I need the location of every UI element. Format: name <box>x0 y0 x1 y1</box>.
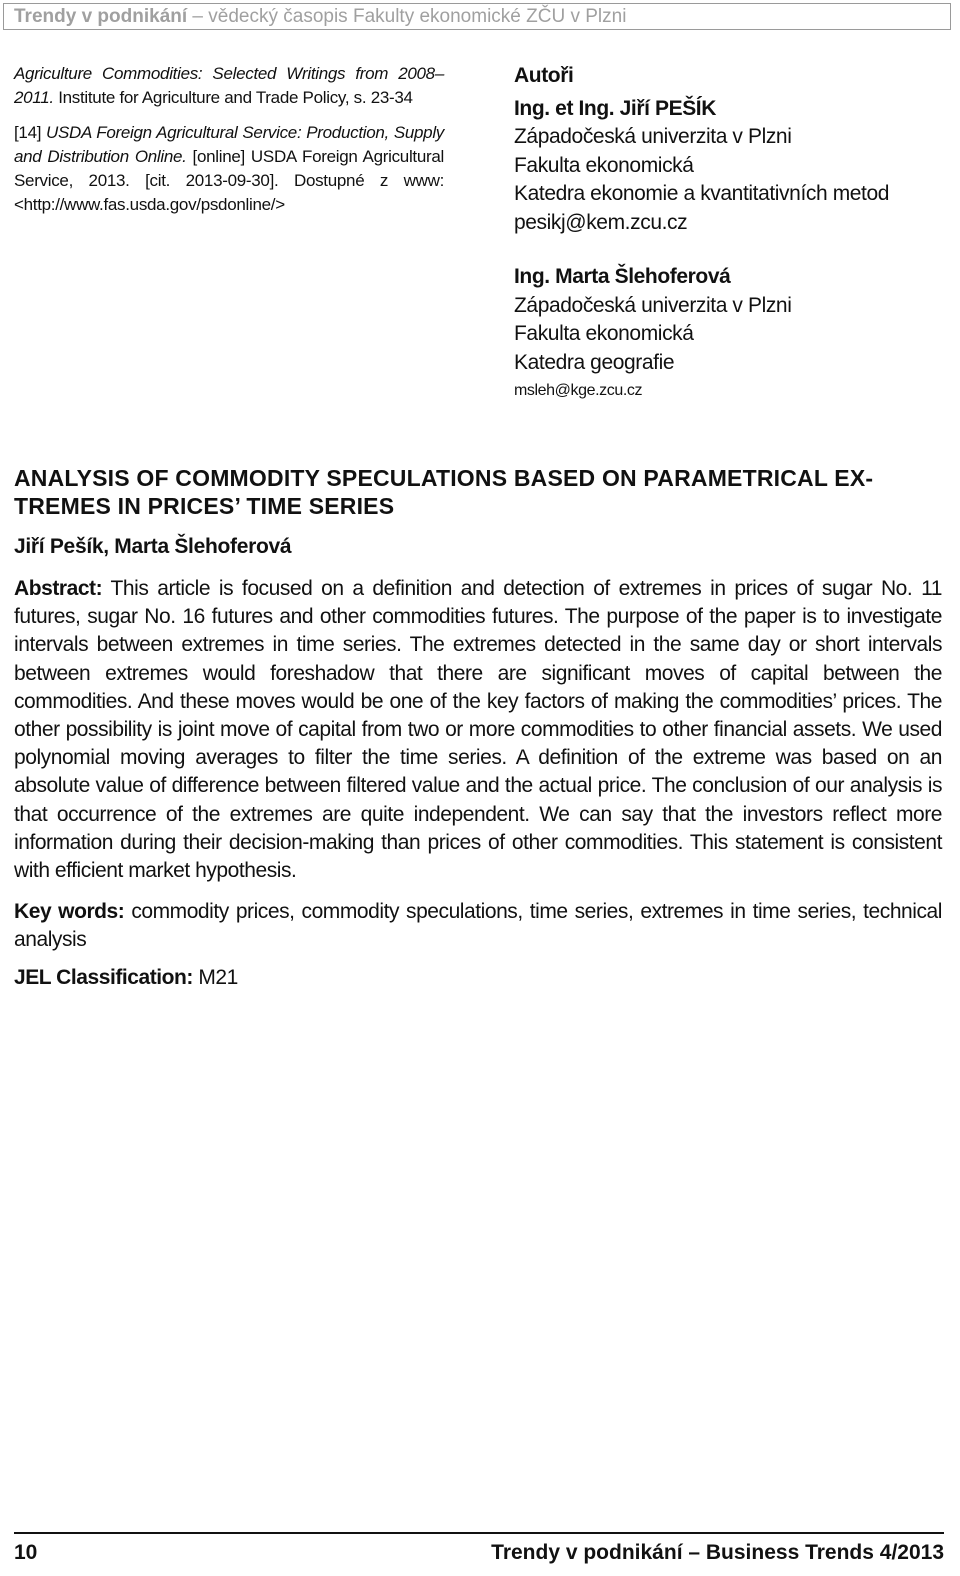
author-2-university: Západočeská univerzita v Plzni <box>514 293 792 317</box>
reference-continued <box>14 62 444 110</box>
author-2-name: Ing. Marta Šlehoferová <box>514 265 731 288</box>
reference-continued-rest: Institute for Agriculture and Trade Policy, s. 23-34 <box>53 88 413 107</box>
authors-column <box>514 62 944 432</box>
author-2-faculty: Fakulta ekonomická <box>514 322 694 345</box>
running-header <box>3 3 951 30</box>
author-1-name: Ing. et Ing. Jiří PEŠÍK <box>514 96 716 120</box>
keywords-text: commodity prices, commodity speculations, time series, extremes in time series, technical analysis <box>14 900 942 952</box>
paper-authors: Jiří Pešík, Marta Šlehoferová <box>14 535 292 558</box>
author-1-department: Katedra ekonomie a kvantitativních metod <box>514 182 890 205</box>
references-column <box>14 62 444 228</box>
abstract-text: This article is focused on a definition and detection of extremes in prices of sugar No. 11 futures, sugar No. 16 futures and other commodities futures. The purpose of the paper is to investigate intervals between extremes in time series. The extremes detected in the same day or short intervals between extremes would foreshadow that there are significant moves of capital between the commodities. And these moves would be one of the key factors of making the commodities’ prices. The other possibility is joint move of capital from two or more commodities to other financial assets. We used polynomial moving averages to filter the time series. A definition of the extreme was based on an absolute value of difference between filtered value and the actual price. The conclusion of our analysis is that occurrence of the extremes are quite independent. We can say that the investors reflect more information during their decision-making than prices of other commodities. This statement is consistent with efficient market hypothesis. <box>14 577 942 883</box>
keywords-label: Key words: <box>14 900 125 923</box>
author-1-university: Západočeská univerzita v Plzni <box>514 125 792 148</box>
header-journal-name: Trendy v podnikání <box>14 6 188 27</box>
paper-title-line-1: ANALYSIS OF COMMODITY SPECULATIONS BASED ON PARAMETRICAL EX- <box>14 465 874 491</box>
keywords <box>14 898 942 954</box>
abstract-label: Abstract: <box>14 577 103 600</box>
author-block-2 <box>514 263 944 406</box>
author-1-faculty: Fakulta ekonomická <box>514 153 694 177</box>
reference-14-rest: [online] USDA Foreign Agricultural Service, 2013. [cit. 2013-09-30]. Dostupné z www: <http://www.fas.usda.gov/psdonline/> <box>14 147 444 214</box>
reference-continued-title: Agriculture Commodities: Selected Writings from 2008–2011. <box>14 64 444 107</box>
reference-14-label: [14] <box>14 123 42 142</box>
author-block-1 <box>514 95 944 238</box>
jel-code: M21 <box>192 966 238 989</box>
header-journal-subtitle: – vědecký časopis Fakulty ekonomické ZČU v Plzni <box>187 6 627 27</box>
author-2-email: msleh@kge.zcu.cz <box>514 382 643 399</box>
jel-classification <box>14 966 238 990</box>
footer-journal: Trendy v podnikání – Business Trends 4/2013 <box>491 1541 944 1564</box>
reference-14 <box>14 121 444 217</box>
footer-divider <box>14 1532 944 1534</box>
jel-label: JEL Classification: <box>14 966 193 989</box>
paper-title <box>14 464 934 520</box>
author-1-email: pesikj@kem.zcu.cz <box>514 210 688 234</box>
authors-heading: Autoři <box>514 64 574 87</box>
page-number: 10 <box>14 1541 38 1564</box>
reference-14-title: USDA Foreign Agricultural Service: Production, Supply and Distribution Online. <box>14 123 444 166</box>
author-2-department: Katedra geografie <box>514 350 675 374</box>
paper-title-line-2: TREMES IN PRICES’ TIME SERIES <box>14 493 395 519</box>
abstract <box>14 575 942 885</box>
